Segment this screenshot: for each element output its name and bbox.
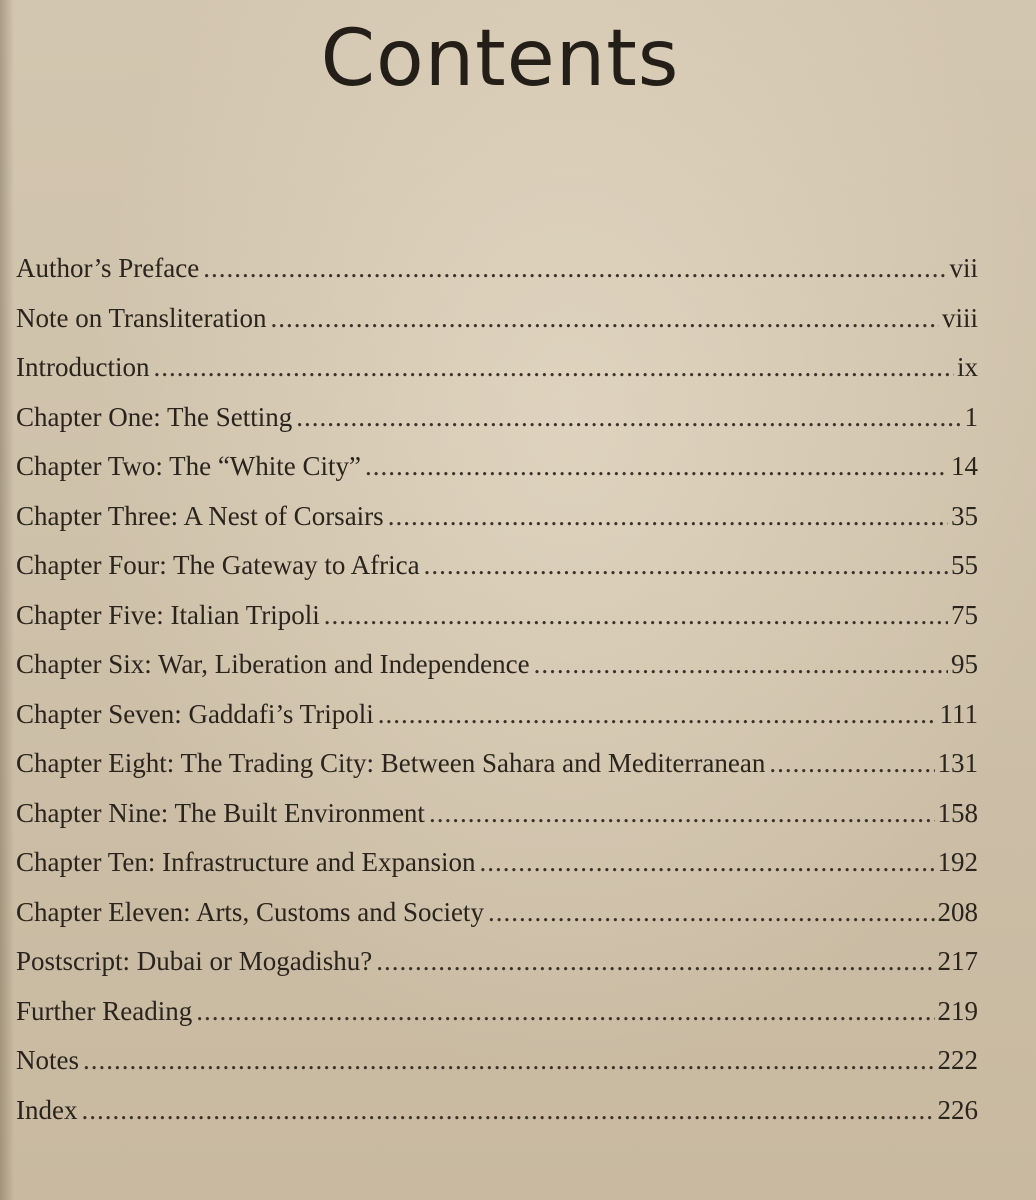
toc-dot-leader	[424, 541, 948, 591]
toc-entry-page-number: 222	[937, 1045, 978, 1075]
toc-entry-title: Chapter One: The Setting	[16, 401, 293, 432]
toc-entry	[16, 541, 978, 591]
toc-entry-page-number: 95	[951, 649, 978, 679]
toc-entry	[16, 640, 978, 690]
toc-entry	[16, 1086, 978, 1136]
toc-dot-leader	[271, 294, 939, 344]
toc-dot-leader	[429, 789, 935, 839]
toc-entry	[16, 987, 978, 1037]
toc-entry	[16, 888, 978, 938]
toc-entry	[16, 789, 978, 839]
page-title: Contents	[320, 14, 680, 104]
toc-entry-page-number: 111	[939, 698, 978, 729]
toc-dot-leader	[203, 244, 946, 294]
toc-entry-page-number: 35	[951, 500, 978, 531]
toc-entry-page-number: vii	[949, 253, 978, 283]
toc-entry-page-number: 1	[964, 401, 978, 432]
toc-entry	[16, 937, 978, 987]
toc-entry-page-number: ix	[956, 352, 978, 382]
toc-entry	[16, 739, 978, 789]
toc-entry-page-number: 75	[951, 599, 978, 630]
toc-entry	[16, 492, 978, 542]
toc-entry-page-number: 217	[937, 946, 978, 976]
toc-entry	[16, 244, 978, 294]
toc-entry-title: Chapter Two: The “White City”	[16, 451, 362, 481]
toc-entry-title: Postscript: Dubai or Mogadishu?	[16, 946, 373, 976]
toc-entry-title: Author’s Preface	[16, 253, 200, 283]
toc-entry-page-number: 208	[937, 896, 978, 927]
toc-dot-leader	[83, 1036, 935, 1086]
toc-entry-title: Index	[16, 1094, 78, 1125]
toc-entry-title: Chapter Six: War, Liberation and Independence	[16, 649, 530, 679]
toc-entry-title: Notes	[16, 1045, 79, 1075]
toc-dot-leader	[81, 1086, 934, 1136]
toc-entry-page-number: viii	[941, 302, 978, 333]
toc-entry-title: Chapter Ten: Infrastructure and Expansion	[16, 847, 476, 877]
toc-entry	[16, 1036, 978, 1086]
toc-entry-title: Chapter Eleven: Arts, Customs and Society	[16, 896, 484, 927]
toc-entry	[16, 393, 978, 443]
toc-entry-page-number: 14	[951, 451, 978, 481]
toc-entry-title: Note on Transliteration	[16, 302, 267, 333]
toc-entry-page-number: 158	[937, 797, 978, 828]
toc-entry	[16, 838, 978, 888]
toc-entry-title: Chapter Five: Italian Tripoli	[16, 599, 320, 630]
toc-entry-title: Chapter Seven: Gaddafi’s Tripoli	[16, 698, 374, 729]
toc-entry-page-number: 219	[937, 995, 978, 1026]
toc-entry-page-number: 226	[937, 1094, 978, 1125]
toc-dot-leader	[388, 492, 948, 542]
toc-entry	[16, 442, 978, 492]
toc-dot-leader	[534, 640, 948, 690]
toc-dot-leader	[324, 591, 948, 641]
toc-entry-title: Chapter Nine: The Built Environment	[16, 797, 425, 828]
toc-entry-page-number: 55	[951, 550, 978, 580]
spine-shadow	[0, 0, 14, 1200]
toc-entry-title: Introduction	[16, 352, 150, 382]
toc-entry-title: Chapter Three: A Nest of Corsairs	[16, 500, 384, 531]
toc-entry	[16, 690, 978, 740]
toc-entry-title: Chapter Eight: The Trading City: Between Sahara and Mediterranean	[16, 748, 766, 778]
toc-dot-leader	[296, 393, 961, 443]
toc-entry	[16, 343, 978, 393]
toc-dot-leader	[196, 987, 934, 1037]
toc-dot-leader	[365, 442, 948, 492]
toc-dot-leader	[769, 739, 934, 789]
toc-dot-leader	[378, 690, 937, 740]
toc-entry	[16, 591, 978, 641]
toc-dot-leader	[488, 888, 935, 938]
toc-entry-page-number: 192	[937, 847, 978, 877]
toc-dot-leader	[479, 838, 934, 888]
toc-entry	[16, 294, 978, 344]
toc-dot-leader	[376, 937, 934, 987]
table-of-contents	[16, 244, 978, 1135]
toc-entry-title: Chapter Four: The Gateway to Africa	[16, 550, 420, 580]
toc-entry-title: Further Reading	[16, 995, 193, 1026]
toc-dot-leader	[153, 343, 954, 393]
toc-entry-page-number: 131	[937, 748, 978, 778]
